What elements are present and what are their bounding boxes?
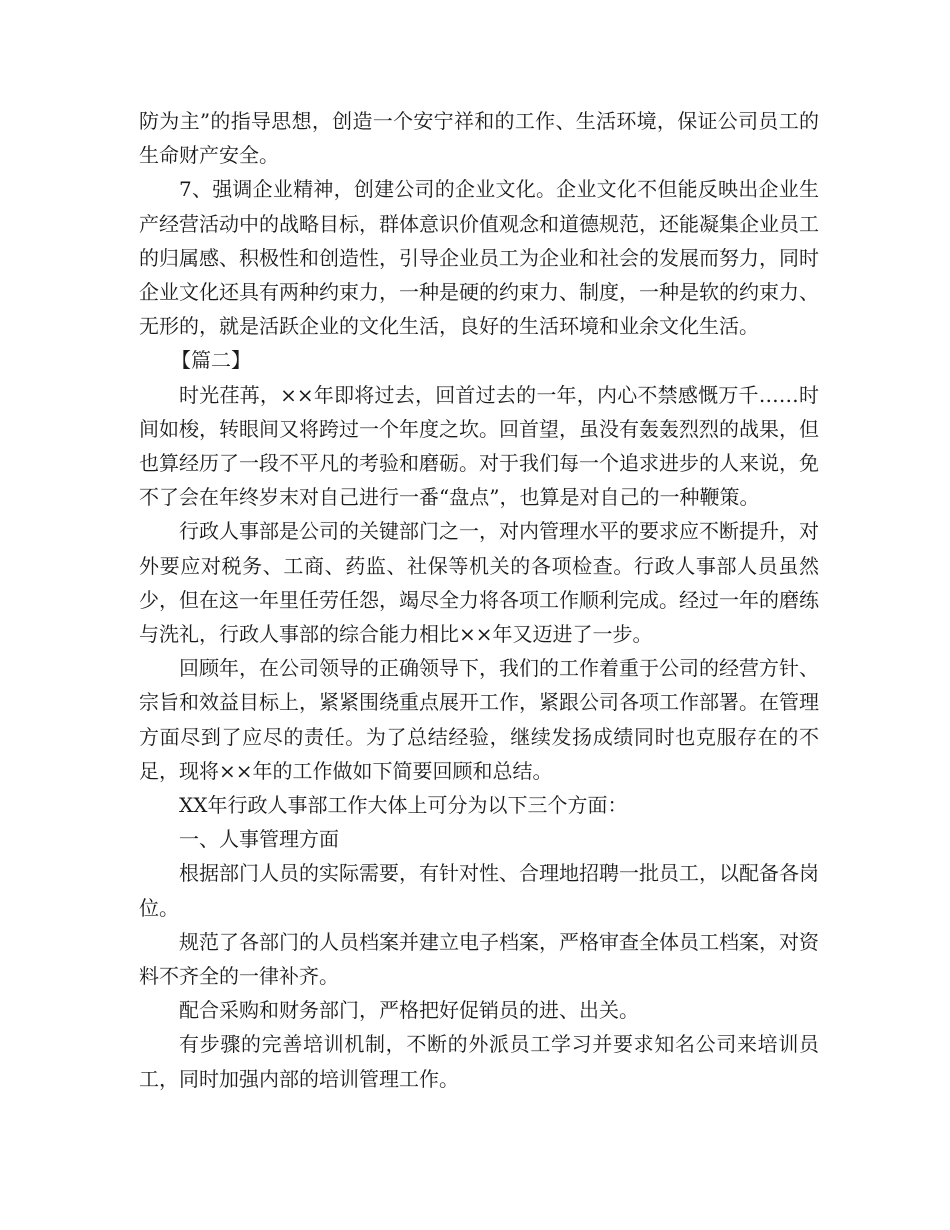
paragraph-corporate-culture: 7、强调企业精神，创建公司的企业文化。企业文化不但能反映出企业生产经营活动中的战略目标，群体意识价值观念和道德规范，还能凝集企业员工的归属感、积极性和创造性，引导企业员工为企业和社会的发展而努力，同时企业文化还具有两种约束力，一种是硬的约束力、制度，一种是软的约束力、无形的，就是活跃企业的文化生活，良好的生活环境和业余文化生活。	[139, 177, 819, 339]
paragraph-continuation: 防为主”的指导思想，创造一个安宁祥和的工作、生活环境，保证公司员工的生命财产安全。	[139, 109, 819, 168]
section-heading: 【篇二】	[171, 348, 251, 373]
list-item: 有步骤的完善培训机制，不断的外派员工学习并要求知名公司来培训员工，同时加强内部的培训管理工作。	[139, 1032, 819, 1091]
list-item: 配合采购和财务部门，严格把好促销员的进、出关。	[179, 998, 639, 1023]
list-item: 根据部门人员的实际需要，有针对性、合理地招聘一批员工，以配备各岗位。	[139, 861, 819, 920]
document-body	[139, 104, 819, 1096]
paragraph-department: 行政人事部是公司的关键部门之一，对内管理水平的要求应不断提升，对外要应对税务、工商、药监、社保等机关的各项检查。行政人事部人员虽然少，但在这一年里任劳任怨，竭尽全力将各项工作顺利完成。经过一年的磨练与洗礼，行政人事部的综合能力相比××年又迈进了一步。	[139, 519, 819, 647]
paragraph-intro: 时光荏苒，××年即将过去，回首过去的一年，内心不禁感慨万千……时间如梭，转眼间又将跨过一个年度之坎。回首望，虽没有轰轰烈烈的战果，但也算经历了一段不平凡的考验和磨砺。对于我们每一个追求进步的人来说，免不了会在年终岁末对自己进行一番“盘点”，也算是对自己的一种鞭策。	[139, 382, 819, 510]
paragraph-review: 回顾年，在公司领导的正确领导下，我们的工作着重于公司的经营方针、宗旨和效益目标上，紧紧围绕重点展开工作，紧跟公司各项工作部署。在管理方面尽到了应尽的责任。为了总结经验，继续发扬成绩同时也克服存在的不足，现将××年的工作做如下简要回顾和总结。	[139, 656, 819, 783]
subsection-heading: 一、人事管理方面	[179, 827, 339, 852]
paragraph-overview: XX年行政人事部工作大体上可分为以下三个方面：	[179, 793, 628, 818]
list-item: 规范了各部门的人员档案并建立电子档案，严格审查全体员工档案，对资料不齐全的一律补齐。	[139, 929, 819, 989]
